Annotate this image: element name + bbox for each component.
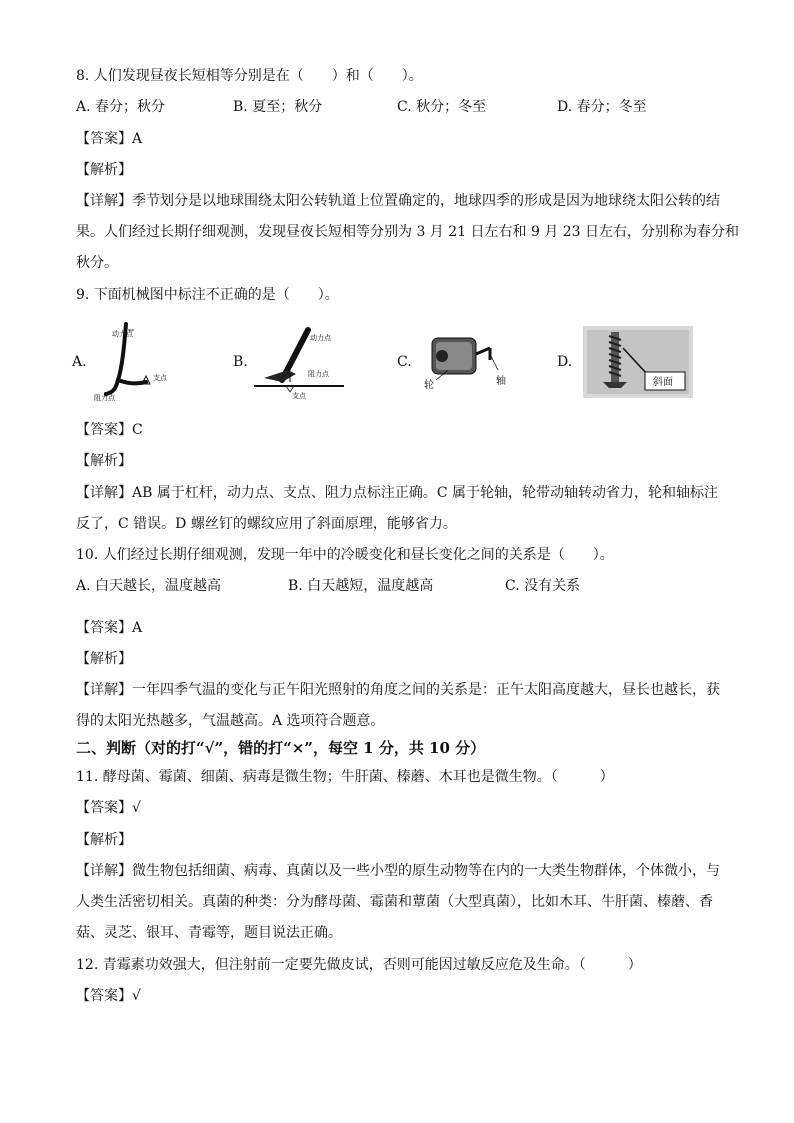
fig-a-load-label: 阻力点 [94, 394, 115, 402]
q11-answer: 【答案】√ [76, 800, 141, 816]
question-8-stem: 8. 人们发现昼夜长短相等分别是在（ ）和（ ）。 [76, 68, 423, 84]
q8-option-b: B. 夏至；秋分 [233, 99, 323, 115]
q8-detail-line-3: 秋分。 [76, 255, 118, 271]
crowbar-lever-figure [88, 318, 188, 403]
question-9-stem: 9. 下面机械图中标注不正确的是（ ）。 [76, 287, 339, 303]
fig-b-load-label: 阻力点 [308, 370, 329, 378]
q10-option-c: C. 没有关系 [505, 578, 581, 594]
q9-option-b: B. [233, 354, 248, 370]
q8-option-a: A. 春分；秋分 [76, 99, 166, 115]
q11-detail-line-1: 【详解】微生物包括细菌、病毒、真菌以及一些小型的原生动物等在内的一大类生物群体，个体微小，与 [76, 863, 720, 879]
q9-detail-line-1: 【详解】AB 属于杠杆，动力点、支点、阻力点标注正确。C 属于轮轴，轮带动轴转动省力，轮和轴标注 [76, 485, 719, 501]
q10-answer: 【答案】A [76, 620, 143, 636]
fig-a-fulcrum-label: 支点 [153, 374, 167, 382]
q10-detail-line-1: 【详解】一年四季气温的变化与正午阳光照射的角度之间的关系是：正午太阳高度越大，昼长也越长，获 [76, 682, 720, 698]
fig-a-effort-label: 动力点 [112, 330, 133, 338]
section-2-title: 二、判断（对的打“√”，错的打“×”，每空 1 分，共 10 分） [76, 739, 486, 757]
fig-c-wheel-label: 轮 [424, 380, 434, 391]
question-11-stem: 11. 酵母菌、霉菌、细菌、病毒是微生物；牛肝菌、榛蘑、木耳也是微生物。（ ） [76, 769, 614, 785]
fig-d-incline-label: 斜面 [653, 377, 673, 388]
claw-hammer-lever-figure [252, 324, 352, 402]
q12-answer: 【答案】√ [76, 988, 141, 1004]
q9-option-c: C. [397, 354, 412, 370]
question-12-stem: 12. 青霉素功效强大，但注射前一定要先做皮试，否则可能因过敏反应危及生命。（ ） [76, 957, 642, 973]
q11-detail-line-3: 菇、灵芝、银耳、青霉等，题目说法正确。 [76, 925, 342, 941]
q9-option-d: D. [557, 354, 573, 370]
q8-analysis-label: 【解析】 [76, 162, 132, 178]
q8-detail-line-1: 【详解】季节划分是以地球围绕太阳公转轨道上位置确定的，地球四季的形成是因为地球绕太阳公转的结 [76, 193, 720, 209]
fig-c-axle-label: 轴 [496, 376, 506, 387]
q8-option-d: D. 春分；冬至 [557, 99, 647, 115]
q10-option-a: A. 白天越长，温度越高 [76, 578, 222, 594]
q10-option-b: B. 白天越短，温度越高 [288, 578, 434, 594]
q9-detail-line-2: 反了，C 错误。D 螺丝钉的螺纹应用了斜面原理，能够省力。 [76, 516, 457, 532]
q11-analysis-label: 【解析】 [76, 832, 132, 848]
q8-answer: 【答案】A [76, 131, 143, 147]
fig-b-fulcrum-label: 支点 [292, 392, 306, 400]
q9-answer: 【答案】C [76, 422, 143, 438]
q10-detail-line-2: 得的太阳光热越多，气温越高。A 选项符合题意。 [76, 713, 385, 729]
screw-inclined-plane-figure [583, 326, 693, 398]
pencil-sharpener-wheel-axle-figure [418, 328, 518, 394]
q8-detail-line-2: 果。人们经过长期仔细观测，发现昼夜长短相等分别为 3 月 21 日左右和 9 月 23 日左右，分别称为春分和 [76, 224, 740, 240]
fig-b-effort-label: 动力点 [310, 334, 331, 342]
q11-detail-line-2: 人类生活密切相关。真菌的种类：分为酵母菌、霉菌和蕈菌（大型真菌），比如木耳、牛肝菌、榛蘑、香 [76, 894, 713, 910]
q9-option-a: A. [72, 354, 87, 370]
q8-option-c: C. 秋分；冬至 [397, 99, 487, 115]
q10-analysis-label: 【解析】 [76, 651, 132, 667]
question-10-stem: 10. 人们经过长期仔细观测，发现一年中的冷暖变化和昼长变化之间的关系是（ ）。 [76, 547, 614, 563]
q9-analysis-label: 【解析】 [76, 453, 132, 469]
